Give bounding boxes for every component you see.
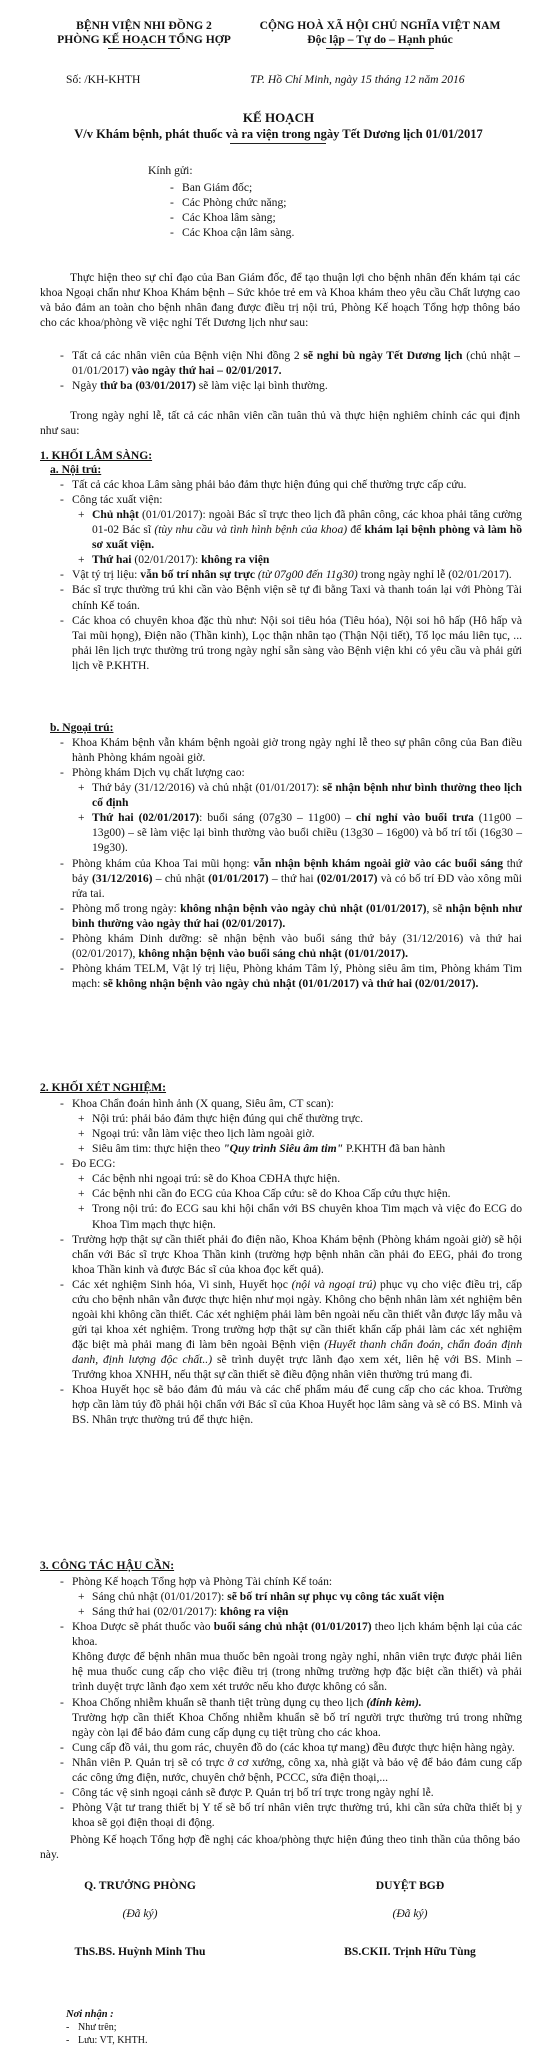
footer-recipients-label: Nơi nhận : (66, 2009, 114, 2020)
left-signatory-title: Q. TRƯỞNG PHÒNG (84, 1879, 196, 1892)
footer-recipient-item: - Lưu: VT, KHTH. (66, 2035, 148, 2048)
list-item: + Sáng chủ nhật (01/01/2017): sẽ bố trí nhân sự phục vụ công tác xuất viện (78, 1589, 522, 1604)
list-item: - Bác sĩ trực thường trú khi cần vào Bệnh viện sẽ tự đi bằng Taxi và thanh toán lại với Phòng Tài chính Kế toán. (60, 582, 522, 612)
section-1-a-body (60, 477, 522, 673)
rules-intro: Trong ngày nghỉ lễ, tất cả các nhân viên cần tuân thủ và thực hiện nghiêm chỉnh các qui định như sau: (40, 409, 520, 438)
list-item: - Phòng Vật tư trang thiết bị Y tế sẽ bố trí nhân viên trực thường trú, khi cần sửa chữa thiết bị y khoa sẽ gọi điện thoại di động. (60, 1800, 522, 1830)
list-item: + Các bệnh nhi cần đo ECG của Khoa Cấp cứu: sẽ do Khoa Cấp cứu thực hiện. (78, 1186, 522, 1201)
department-name: PHÒNG KẾ HOẠCH TỔNG HỢP (57, 33, 231, 46)
list-item: - Trường hợp thật sự cần thiết phải đo điện não, Khoa Khám bệnh (Phòng khám ngoài giờ) sẽ hội chẩn với Bác sĩ trực Khoa Thần kinh (trường hợp bệnh nhân cần phải đo EEG, phải đo trong khoa Thần kinh và được Bác sĩ của khoa đọc kết quả). (60, 1232, 522, 1277)
list-item: - Phòng khám Dịch vụ chất lượng cao: + Thứ bảy (31/12/2016) và chủ nhật (01/01/2017): sẽ nhận bệnh như bình thường theo lịch cố định + Thứ hai (02/01/2017): buổi sáng (07g30 – 11g00) – chỉ nghỉ vào buổi trưa (11g00 – 13g00) – sẽ làm việc lại bình thường vào buổi chiều (13g30 – 16g00) và bố trí tối (16g30 – 19g30). (60, 765, 522, 855)
list-item: + Thứ hai (02/01/2017): không ra viện (78, 552, 522, 567)
list-item: - Các khoa có chuyên khoa đặc thù như: Nội soi tiêu hóa (Tiêu hóa), Nội soi hô hấp (Hô hấp và Tai mũi họng), Điện não (Thần kinh), Lọc thận nhân tạo (Thận Nội tiết), Tổ lọc máu liên tục, ... phải lên lịch trực thường trú trong ngày nghỉ sẵn sàng vào Bệnh viện khi có yêu cầu và phải gửi lịch về P.KHTH. (60, 613, 522, 673)
left-signed-note: (Đã ký) (122, 1907, 158, 1920)
footer-recipient-item: - Như trên; (66, 2022, 148, 2035)
list-item: + Chủ nhật (01/01/2017): ngoài Bác sĩ trực theo lịch đã phân công, các khoa phải tăng cường 01-02 Bác sĩ (tùy nhu cầu và tình hình bệnh của khoa) để khám lại bệnh phòng và làm hồ sơ xuất viện. (78, 507, 522, 552)
list-item: - Phòng mổ trong ngày: không nhận bệnh vào ngày chủ nhật (01/01/2017), sẽ nhận bệnh như bình thường vào ngày thứ hai (02/01/2017). (60, 901, 522, 931)
list-item: + Thứ bảy (31/12/2016) và chủ nhật (01/01/2017): sẽ nhận bệnh như bình thường theo lịch cố định (78, 780, 522, 810)
motto: Độc lập – Tự do – Hạnh phúc (307, 33, 453, 46)
right-signed-note: (Đã ký) (392, 1907, 428, 1920)
recipients-list (170, 180, 370, 240)
holiday-item: - Tất cả các nhân viên của Bệnh viện Nhi đồng 2 sẽ nghỉ bù ngày Tết Dương lịch (chủ nhật – 01/01/2017) vào ngày thứ hai – 02/01/2017. (60, 348, 520, 378)
place-date: TP. Hồ Chí Minh, ngày 15 tháng 12 năm 2016 (250, 73, 465, 86)
document-subject: V/v Khám bệnh, phát thuốc và ra viện trong ngày Tết Dương lịch 01/01/2017 (74, 127, 483, 141)
footer-recipients-list (66, 2022, 148, 2047)
document-title: KẾ HOẠCH (242, 110, 315, 125)
left-signatory-name: ThS.BS. Huỳnh Minh Thu (74, 1945, 206, 1958)
list-item: - Nhân viên P. Quản trị sẽ có trực ở cơ xưởng, công xa, nhà giặt và bảo vệ để bảo đảm cung cấp các công ứng điện, nước, chuyên chở bệnh, PCCC, sửa điện thoại,... (60, 1755, 522, 1785)
section-2-body (60, 1096, 522, 1427)
intro-paragraph: Thực hiện theo sự chỉ đạo của Ban Giám đốc, để tạo thuận lợi cho bệnh nhân đến khám tại các khoa Ngoại chẩn như Khoa Khám bệnh – Sức khỏe trẻ em và Khoa khám theo yêu cầu Chất lượng cao và bảo đảm an toàn cho bệnh nhân đang được điều trị nội trú, Phòng Kế hoạch Tổng hợp thông báo cho các khoa/phòng về việc nghỉ Tết Dương lịch như sau: (40, 271, 520, 330)
list-item: - Các xét nghiệm Sinh hóa, Vi sinh, Huyết học (nội và ngoại trú) phục vụ cho việc điều trị, cấp cứu cho bệnh nhân vẫn được thực hiện như mọi ngày. Không cho bệnh nhân làm xét nghiệm bên ngoài khi không cần thiết. Các xét nghiệm phải làm bên ngoài nếu cần thiết vẫn được lấy mẫu và gửi tại khoa xét nghiệm. Trong trường hợp thật sự cần thiết khẩn cấp phải làm các xét nghiệm đặc biệt mà phải mang đi làm bên ngoài Bệnh viện (Huyết thanh chẩn đoán, chẩn đoán định danh, định lượng độc chất..) sẽ trình duyệt trực lãnh đạo xem xét, liên hệ với BS. Minh – Trưởng khoa XNHH, nếu thật sự cần thiết sẽ điều động nhân viên thường trú mang đi. (60, 1277, 522, 1382)
list-item: - Khoa Chống nhiễm khuẩn sẽ thanh tiệt trùng dụng cụ theo lịch (đính kèm). Trường hợp cần thiết Khoa Chống nhiễm khuẩn sẽ bố trí người trực thường trú trong những ngày còn lại để bảo đảm cung cấp dụng cụ tiệt trùng cho các khoa. (60, 1695, 522, 1740)
section-1-heading: 1. KHỐI LÂM SÀNG: (40, 449, 153, 462)
subsection-a-heading: a. Nội trú: (50, 463, 102, 476)
recipient-item: - Các Phòng chức năng; (170, 195, 370, 210)
recipient-item: - Các Khoa lâm sàng; (170, 210, 370, 225)
section-1-b-body (60, 735, 522, 991)
list-item: - Vật tý trị liệu: vẫn bố trí nhân sự trực (từ 07g00 đến 11g30) trong ngày nghỉ lễ (02/01/2017). (60, 567, 522, 582)
list-item: - Khoa Chẩn đoán hình ảnh (X quang, Siêu âm, CT scan): + Nội trú: phải bảo đảm thực hiện đúng qui chế thường trực. + Ngoại trú: vẫn làm việc theo lịch làm ngoài giờ. + Siêu âm tim: thực hiện theo "Quy trình Siêu âm tim" P.KHTH đã ban hành (60, 1096, 522, 1156)
recipient-item: - Các Khoa cận lâm sàng. (170, 225, 370, 240)
country-name: CỘNG HOÀ XÃ HỘI CHỦ NGHĨA VIỆT NAM (259, 19, 501, 32)
list-item: - Phòng khám Dinh dưỡng: sẽ nhận bệnh vào buổi sáng thứ bảy (31/12/2016) và thứ hai (02/01/2017), không nhận bệnh vào buổi sáng chủ nhật (01/01/2017). (60, 931, 522, 961)
list-item: - Tất cả các khoa Lâm sàng phải bảo đảm thực hiện đúng qui chế thường trực cấp cứu. (60, 477, 522, 492)
list-item: + Các bệnh nhi ngoại trú: sẽ do Khoa CĐHA thực hiện. (78, 1171, 522, 1186)
right-signatory-title: DUYỆT BGĐ (375, 1879, 445, 1892)
subsection-b-heading: b. Ngoại trú: (50, 721, 114, 734)
list-item: - Phòng khám của Khoa Tai mũi họng: vẫn nhận bệnh khám ngoài giờ vào các buổi sáng thứ bảy (31/12/2016) – chủ nhật (01/01/2017) – thứ hai (02/01/2017) và có bố trí ĐD vào xông mũi rửa tai. (60, 856, 522, 901)
recipient-item: - Ban Giám đốc; (170, 180, 370, 195)
org-underline (108, 48, 180, 49)
list-item: + Siêu âm tim: thực hiện theo "Quy trình Siêu âm tim" P.KHTH đã ban hành (78, 1141, 522, 1156)
section-3-heading: 3. CÔNG TÁC HẬU CẦN: (40, 1559, 175, 1572)
section-3-body (60, 1574, 522, 1830)
motto-underline (326, 48, 434, 49)
list-item: + Thứ hai (02/01/2017): buổi sáng (07g30 – 11g00) – chỉ nghỉ vào buổi trưa (11g00 – 13g00) – sẽ làm việc lại bình thường vào buổi chiều (13g30 – 16g00) và bố trí tối (16g30 – 19g30). (78, 810, 522, 855)
list-item: - Khoa Huyết học sẽ bảo đảm đủ máu và các chế phẩm máu để cung cấp cho các khoa. Trường hợp cần làm túy đồ phải hội chẩn với Bác sĩ của Khoa Huyết học lâm sàng và sẽ có BS. Minh và BS. Nhân trực thường trú để thực hiện. (60, 1382, 522, 1427)
recipients-label: Kính gửi: (148, 164, 193, 177)
list-item: - Khoa Dược sẽ phát thuốc vào buổi sáng chủ nhật (01/01/2017) theo lịch khám bệnh lại của các khoa. Không được để bệnh nhân mua thuốc bên ngoài trong ngày nghỉ, nhân viên trực được phải liên hệ mua thuốc cung cấp cho việc điều trị (trong những trường hợp đặc biệt cần thiết) và phải trình duyệt trực lãnh đạo xem xét trước nếu kho được không có sẵn. (60, 1619, 522, 1694)
list-item: - Cung cấp đồ vải, thu gom rác, chuyên đồ do (các khoa tự mang) đều được thực hiện hàng ngày. (60, 1740, 522, 1755)
closing-paragraph: Phòng Kế hoạch Tổng hợp đề nghị các khoa/phòng thực hiện đúng theo tinh thần của thông báo này. (40, 1833, 520, 1862)
list-item: + Sáng thứ hai (02/01/2017): không ra viện (78, 1604, 522, 1619)
list-item: - Phòng Kế hoạch Tổng hợp và Phòng Tài chính Kế toán: + Sáng chủ nhật (01/01/2017): sẽ bố trí nhân sự phục vụ công tác xuất viện + Sáng thứ hai (02/01/2017): không ra viện (60, 1574, 522, 1619)
list-item: - Phòng khám TELM, Vật lý trị liệu, Phòng khám Tâm lý, Phòng siêu âm tim, Phòng khám Tim mạch: sẽ không nhận bệnh vào ngày chủ nhật (01/01/2017) và thứ hai (02/01/2017). (60, 961, 522, 991)
list-item: + Ngoại trú: vẫn làm việc theo lịch làm ngoài giờ. (78, 1126, 522, 1141)
list-item: + Nội trú: phải bảo đảm thực hiện đúng qui chế thường trực. (78, 1111, 522, 1126)
list-item: + Trong nội trú: đo ECG sau khi hội chẩn với BS chuyên khoa Tim mạch và việc đo ECG do Khoa Tim mạch thực hiện. (78, 1201, 522, 1231)
holiday-list (60, 348, 520, 393)
section-2-heading: 2. KHỐI XÉT NGHIỆM: (40, 1081, 167, 1094)
right-signatory-name: BS.CKII. Trịnh Hữu Tùng (344, 1945, 476, 1958)
list-item: - Công tác vệ sinh ngoại cảnh sẽ được P. Quản trị bố trí trực trong ngày nghỉ lễ. (60, 1785, 522, 1800)
holiday-item: - Ngày thứ ba (03/01/2017) sẽ làm việc lại bình thường. (60, 378, 520, 393)
title-underline (230, 143, 326, 144)
list-item: - Công tác xuất viện: + Chủ nhật (01/01/2017): ngoài Bác sĩ trực theo lịch đã phân công, các khoa phải tăng cường 01-02 Bác sĩ (tùy nhu cầu và tình hình bệnh của khoa) để khám lại bệnh phòng và làm hồ sơ xuất viện. + Thứ hai (02/01/2017): không ra viện (60, 492, 522, 567)
document-number: Số: /KH-KHTH (66, 73, 141, 86)
list-item: - Đo ECG: + Các bệnh nhi ngoại trú: sẽ do Khoa CĐHA thực hiện. + Các bệnh nhi cần đo ECG của Khoa Cấp cứu: sẽ do Khoa Cấp cứu thực hiện. + Trong nội trú: đo ECG sau khi hội chẩn với BS chuyên khoa Tim mạch và việc đo ECG do Khoa Tim mạch thực hiện. (60, 1156, 522, 1231)
list-item: - Khoa Khám bệnh vẫn khám bệnh ngoài giờ trong ngày nghỉ lễ theo sự phân công của Ban điều hành Phòng khám ngoài giờ. (60, 735, 522, 765)
org-name: BỆNH VIỆN NHI ĐỒNG 2 (76, 19, 212, 32)
